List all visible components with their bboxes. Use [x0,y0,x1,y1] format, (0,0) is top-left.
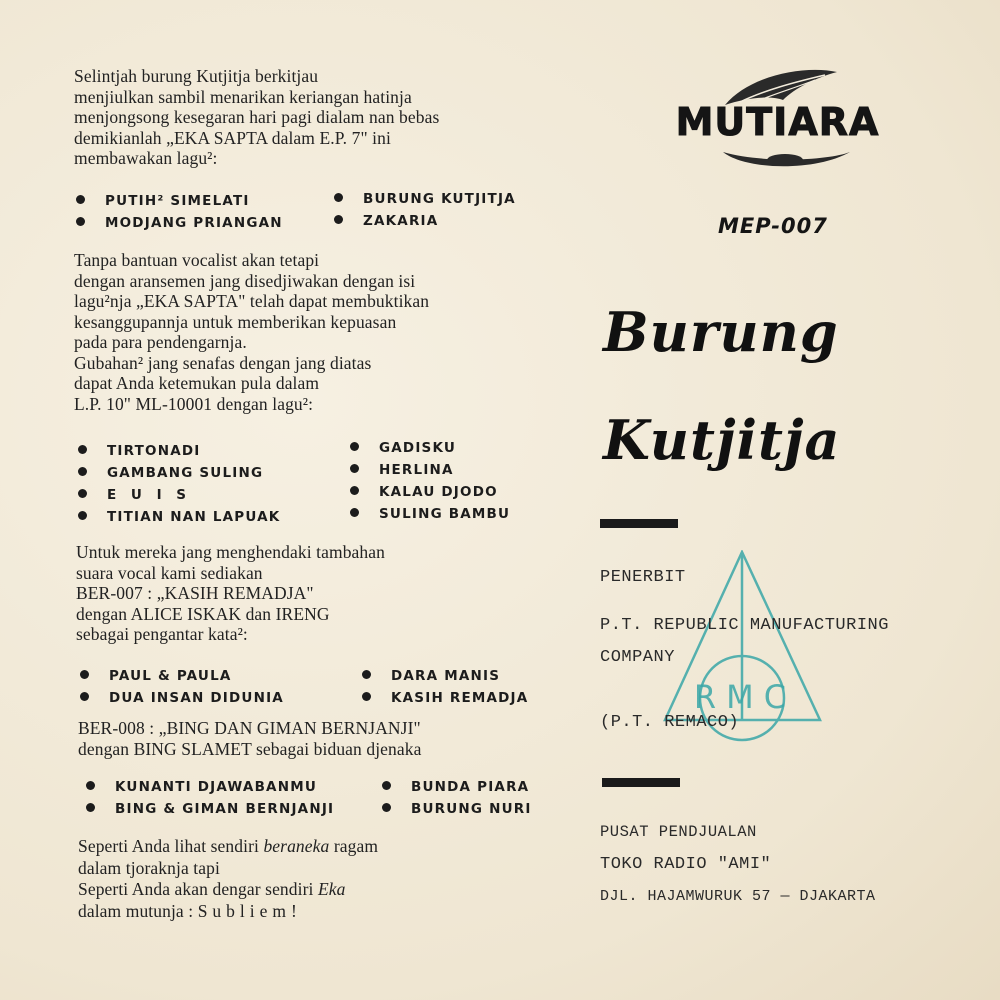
logo-wordmark: MUTIARA [675,100,880,144]
bullet-icon [362,670,371,679]
song-item: GAMBANG SULING [78,462,280,484]
song-item: KUNANTI DJAWABANMU [86,776,334,798]
closing-line: dalam mutunja : Subliem! [78,900,302,921]
bullet-icon [334,193,343,202]
song-item: TIRTONADI [78,440,280,462]
ber008-songs-left [86,776,334,820]
song-item: HERLINA [350,459,510,481]
publisher-heading: PENERBIT [600,568,686,587]
song-item: BURUNG NURI [382,798,532,820]
arrangement-paragraph [74,250,429,414]
song-item: PAUL & PAULA [80,665,284,687]
bullet-icon [334,215,343,224]
divider-bar [600,519,678,528]
lp-songs-right [350,437,510,525]
para-line: BER-007 : „KASIH REMADJA" [76,583,314,603]
ber008-paragraph [78,718,422,759]
para-line: Untuk mereka jang menghendaki tambahan [76,542,385,562]
bullet-icon [78,489,87,498]
bullet-icon [78,467,87,476]
closing-line: Seperti Anda lihat sendiri beraneka ragam [78,836,379,856]
closing-line: Seperti Anda akan dengar sendiri Eka [78,879,346,899]
song-item: KASIH REMADJA [362,687,528,709]
bullet-icon [76,195,85,204]
para-line: Tanpa bantuan vocalist akan tetapi [74,250,320,270]
lp-songs-left [78,440,280,528]
ber008-songs-right [382,776,532,820]
song-item: ZAKARIA [334,210,516,232]
divider-bar [602,778,680,787]
publisher-company: COMPANY [600,648,675,667]
bullet-icon [78,445,87,454]
sales-heading: PUSAT PENDJUALAN [600,823,757,841]
song-item: BUNDA PIARA [382,776,532,798]
catalog-number: MEP-007 [718,214,828,238]
intro-line: membawakan lagu²: [74,148,218,168]
vocal-paragraph [76,542,385,645]
song-item: GADISKU [350,437,510,459]
para-line: kesanggupannja untuk memberikan kepuasan [74,311,397,332]
ep-songs-left [76,190,283,234]
intro-line: demikianlah „EKA SAPTA dalam E.P. 7" ini [74,127,391,148]
intro-line: Selintjah burung Kutjitja berkitjau [74,66,319,86]
song-item: SULING BAMBU [350,503,510,525]
bullet-icon [80,670,89,679]
bullet-icon [80,692,89,701]
store-name: TOKO RADIO "AMI" [600,855,772,874]
para-line: sebagai pengantar kata²: [76,624,248,644]
ber007-songs-left [80,665,284,709]
song-item: DUA INSAN DIDUNIA [80,687,284,709]
song-item: E U I S [78,484,280,506]
bullet-icon [350,508,359,517]
publisher-short-name: (P.T. REMACO) [600,713,740,732]
para-line: dengan ALICE ISKAK dan IRENG [76,603,330,624]
ber007-songs-right [362,665,528,709]
bullet-icon [350,464,359,473]
bullet-icon [362,692,371,701]
para-line: dengan aransemen jang disedjiwakan dengan isi [74,270,416,291]
intro-line: menjiulkan sambil menarikan keriangan hatinja [74,86,412,107]
para-line: dapat Anda ketemukan pula dalam [74,373,320,393]
song-item: BURUNG KUTJITJA [334,188,516,210]
title-line-2: Kutjitja [603,408,841,472]
ep-songs-right [334,188,516,232]
bullet-icon [350,486,359,495]
intro-line: menjongsong kesegaran hari pagi dialam nan bebas [74,107,440,127]
song-item: KALAU DJODO [350,481,510,503]
para-line: BER-008 : „BING DAN GIMAN BERNJANJI" [78,718,421,738]
bullet-icon [86,803,95,812]
song-item: DARA MANIS [362,665,528,687]
stamp-text: RMC [693,678,797,716]
title-line-1: Burung [603,300,839,364]
song-item: BING & GIMAN BERNJANJI [86,798,334,820]
para-line: dengan BING SLAMET sebagai biduan djenaka [78,738,422,759]
publisher-name: P.T. REPUBLIC MANUFACTURING [600,616,889,635]
para-line: lagu²nja „EKA SAPTA" telah dapat membuktikan [74,291,430,311]
bullet-icon [86,781,95,790]
intro-paragraph [74,66,439,169]
closing-paragraph [78,836,378,922]
bullet-icon [350,442,359,451]
bullet-icon [76,217,85,226]
bullet-icon [78,511,87,520]
mutiara-logo [655,60,900,180]
bullet-icon [382,803,391,812]
para-line: L.P. 10" ML-10001 dengan lagu²: [74,393,314,414]
para-line: pada para pendengarnja. [74,332,247,352]
song-item: TITIAN NAN LAPUAK [78,506,280,528]
song-item: PUTIH² SIMELATI [76,190,283,212]
bullet-icon [382,781,391,790]
closing-line: dalam tjoraknja tapi [78,857,220,878]
para-line: suara vocal kami sediakan [76,562,263,583]
song-item: MODJANG PRIANGAN [76,212,283,234]
store-address: DJL. HAJAMWURUK 57 — DJAKARTA [600,888,876,905]
para-line: Gubahan² jang senafas dengan jang diatas [74,352,372,373]
